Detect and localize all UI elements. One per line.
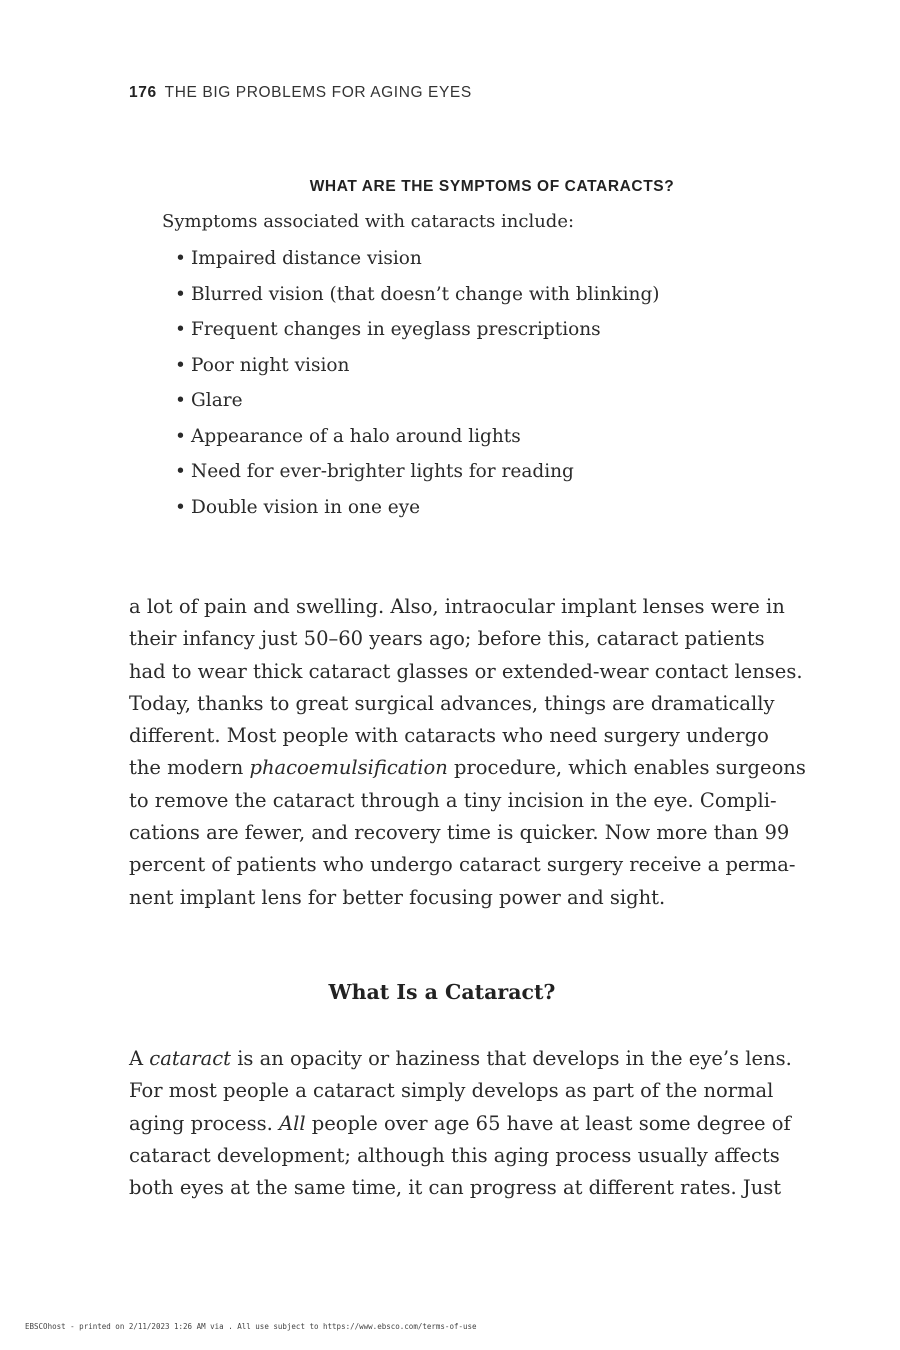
sidebar-intro: Symptoms associated with cataracts include: [162,211,575,232]
list-item [175,490,660,526]
list-item-text: Poor night vision [191,354,350,376]
list-item-text: Glare [191,390,243,411]
list-item [175,419,660,455]
emphasis: All [279,1111,306,1135]
text-line: nent implant lens for better focusing power and sight. [129,885,666,909]
body-paragraph-1 [129,591,806,914]
text-line [129,752,806,784]
body-paragraph-2 [129,1043,792,1204]
running-head [129,84,472,102]
page-number: 176 [129,84,157,101]
list-item [175,312,660,348]
list-item-text: Appearance of a halo around lights [191,425,521,447]
list-item-text: Impaired distance vision [191,248,422,269]
text-run: procedure, which enables surgeons [447,756,806,780]
text-run: the modern [129,756,250,780]
list-item [175,454,660,490]
list-item [175,348,660,384]
text-run: aging process. [129,1111,280,1135]
list-item-text: Double vision in one eye [191,496,421,518]
text-run: is an opacity or haziness that develops in the eye’s lens. [231,1047,792,1070]
text-line: a lot of pain and swelling. Also, intraocular implant lenses were in [129,595,785,618]
text-line: cataract development; although this aging process usually affects [129,1143,780,1167]
list-item-text: Need for ever-brighter lights for reading [191,461,574,482]
symptom-list [175,241,660,525]
bullet-icon: • [175,390,186,411]
text-run: people over age 65 have at least some degree of [305,1111,791,1135]
text-line: both eyes at the same time, it can progress at different rates. Just [129,1176,782,1200]
emphasis: cataract [149,1047,231,1070]
text-line [129,1108,791,1140]
footer-notice: EBSCOhost - printed on 2/11/2023 1:26 AM via . All use subject to https://www.ebsco.com/terms-of-use [25,1322,477,1331]
list-item [175,383,660,419]
sidebar-title: WHAT ARE THE SYMPTOMS OF CATARACTS? [309,178,675,195]
text-line: percent of patients who undergo cataract surgery receive a perma- [129,853,796,877]
list-item-text: Blurred vision (that doesn’t change with blinking) [191,283,660,305]
bullet-icon: • [175,496,186,518]
bullet-icon: • [175,248,186,269]
running-title: THE BIG PROBLEMS FOR AGING EYES [164,84,472,101]
list-item [175,277,660,313]
text-line: For most people a cataract simply develops as part of the normal [129,1079,774,1103]
text-line: to remove the cataract through a tiny incision in the eye. Compli- [129,788,777,812]
text-line: Today, thanks to great surgical advances, things are dramatically [129,691,775,715]
bullet-icon: • [175,283,186,305]
list-item [175,241,660,277]
emphasis: phacoemulsification [249,756,448,780]
bullet-icon: • [175,319,186,340]
bullet-icon: • [175,425,186,447]
list-item-text: Frequent changes in eyeglass prescriptions [191,319,601,340]
bullet-icon: • [175,461,186,482]
text-line: their infancy just 50–60 years ago; before this, cataract patients [129,627,765,651]
text-line: had to wear thick cataract glasses or extended-wear contact lenses. [129,659,803,683]
bullet-icon: • [175,354,186,376]
text-run: A [129,1047,150,1070]
section-heading: What Is a Cataract? [328,980,556,1004]
text-line: different. Most people with cataracts who need surgery undergo [129,724,769,748]
text-line: cations are fewer, and recovery time is quicker. Now more than 99 [129,821,790,845]
text-line [129,1043,792,1075]
